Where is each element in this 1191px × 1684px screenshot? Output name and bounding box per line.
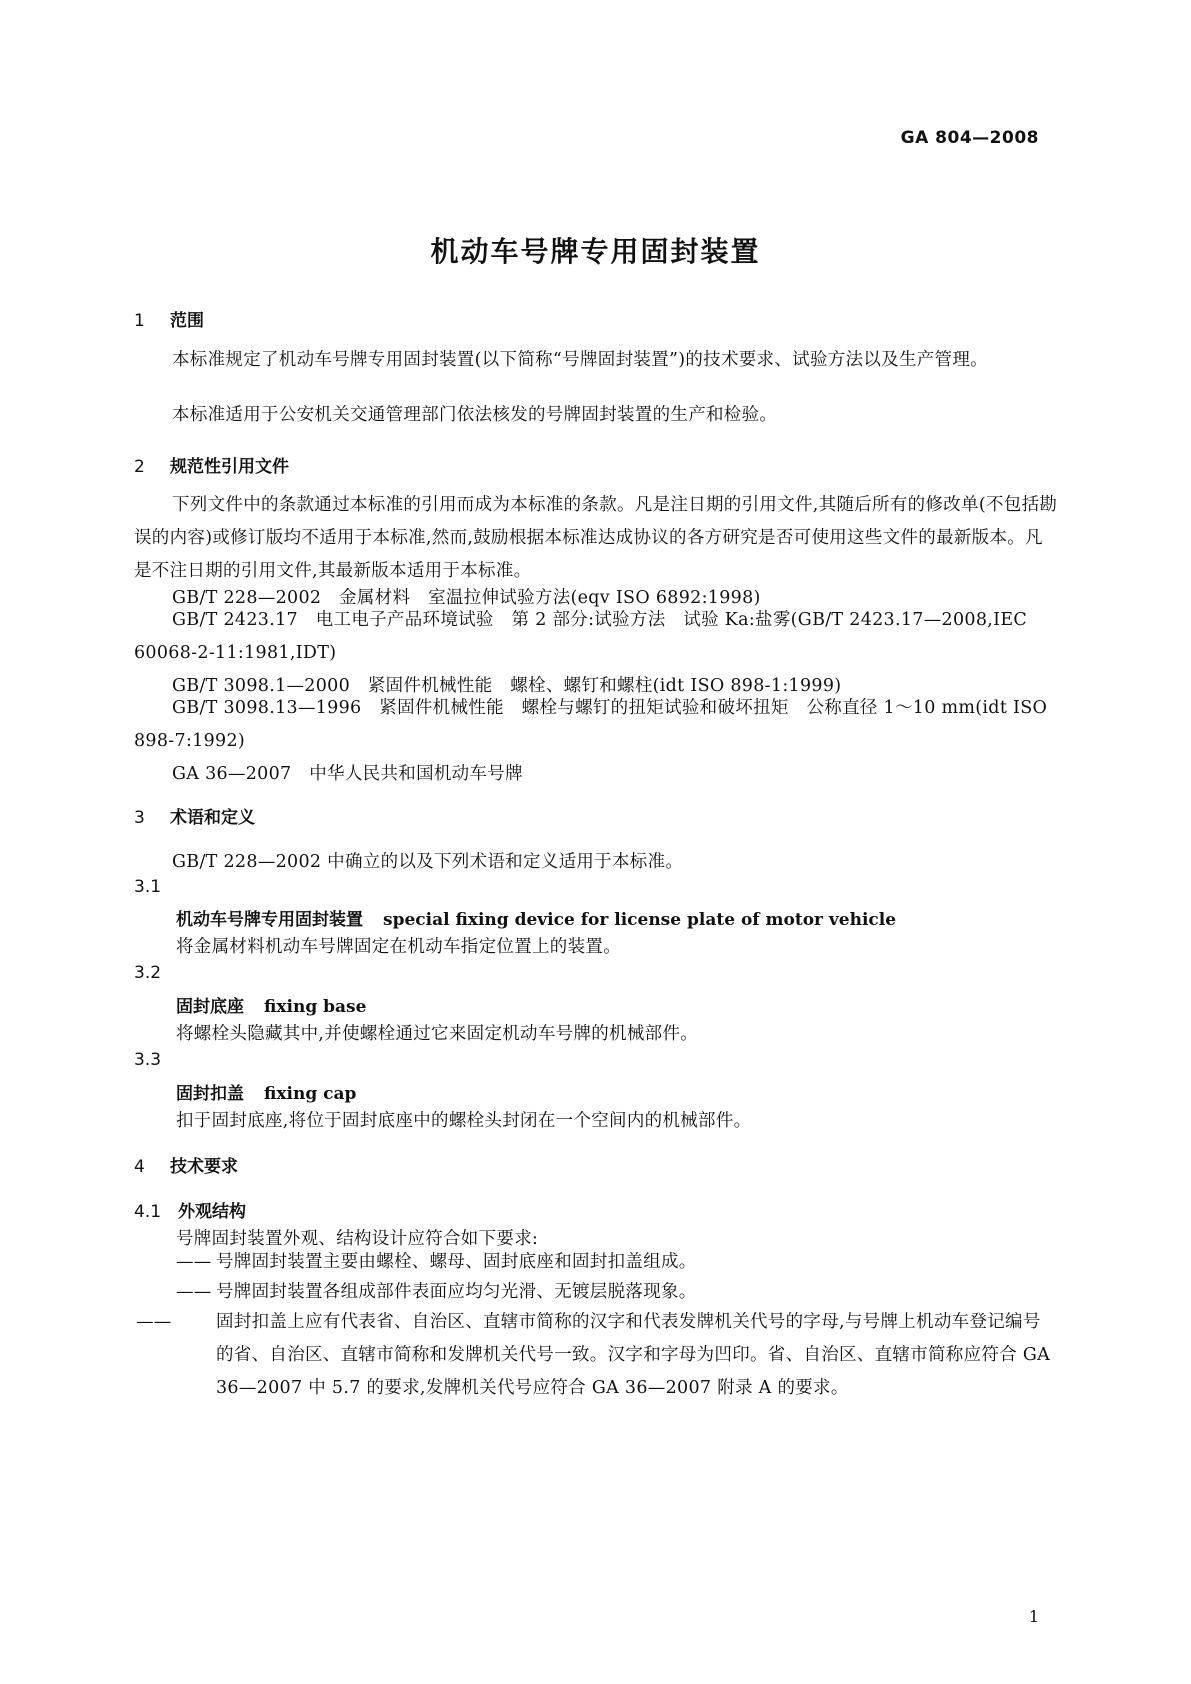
term-chinese: 固封扣盖 <box>176 1084 244 1104</box>
term-definition: 将金属材料机动车号牌固定在机动车指定位置上的装置。 <box>176 937 621 957</box>
reference-item: GB/T 228—2002 金属材料 室温拉伸试验方法(eqv ISO 6892:1998) <box>172 588 761 608</box>
section-1-paragraph-1: 本标准规定了机动车号牌专用固封装置(以下简称“号牌固封装置”)的技术要求、试验方法以及生产管理。 <box>172 350 988 370</box>
term-number: 3.1 <box>134 877 162 897</box>
section-title: 技术要求 <box>170 1157 238 1177</box>
section-1-heading <box>134 306 204 331</box>
term-english: fixing cap <box>264 1084 357 1104</box>
reference-item: GB/T 2423.17 电工电子产品环境试验 第 2 部分:试验方法 试验 Ka:盐雾(GB/T 2423.17—2008,IEC 60068-2-11:1981,IDT) <box>134 610 1028 663</box>
section-number: 2 <box>134 457 145 477</box>
term-english: special fixing device for license plate of motor vehicle <box>383 910 897 930</box>
section-title: 术语和定义 <box>170 808 255 828</box>
dash-marker: —— <box>176 1252 212 1272</box>
section-3-intro: GB/T 228—2002 中确立的以及下列术语和定义适用于本标准。 <box>172 852 684 872</box>
reference-item: GB/T 3098.1—2000 紧固件机械性能 螺栓、螺钉和螺柱(idt ISO 898-1:1999) <box>172 676 842 696</box>
term-heading <box>176 1079 356 1104</box>
term-number: 3.2 <box>134 963 162 983</box>
standard-number: GA 804—2008 <box>900 128 1039 148</box>
term-english: fixing base <box>264 997 367 1017</box>
term-heading <box>176 992 366 1017</box>
requirement-item <box>136 1306 1058 1405</box>
section-3-heading <box>134 803 255 828</box>
term-definition: 将螺栓头隐藏其中,并使螺栓通过它来固定机动车号牌的机械部件。 <box>176 1024 699 1044</box>
requirement-text: 号牌固封装置主要由螺栓、螺母、固封底座和固封扣盖组成。 <box>216 1252 697 1272</box>
term-chinese: 机动车号牌专用固封装置 <box>176 910 363 930</box>
subsection-4-1-heading <box>134 1197 246 1222</box>
dash-marker: —— <box>176 1282 212 1302</box>
subsection-title: 外观结构 <box>178 1202 246 1222</box>
section-title: 范围 <box>170 311 204 331</box>
requirement-item <box>176 1246 1058 1279</box>
subsection-number: 4.1 <box>134 1202 162 1222</box>
requirement-item <box>176 1276 1058 1309</box>
section-number: 3 <box>134 808 145 828</box>
dash-marker: —— <box>136 1312 172 1332</box>
requirement-text: 固封扣盖上应有代表省、自治区、直辖市简称的汉字和代表发牌机关代号的字母,与号牌上机动车登记编号的省、自治区、直辖市简称和发牌机关代号一致。汉字和字母为凹印。省、自治区、直辖市简称应符合 GA 36—2007 中 5.7 的要求,发牌机关代号应符合 GA 36—2007 附录 A 的要求。 <box>216 1312 1051 1398</box>
term-definition: 扣于固封底座,将位于固封底座中的螺栓头封闭在一个空间内的机械部件。 <box>176 1111 752 1131</box>
section-1-paragraph-2: 本标准适用于公安机关交通管理部门依法核发的号牌固封装置的生产和检验。 <box>172 405 778 425</box>
section-4-heading <box>134 1152 238 1177</box>
section-2-heading <box>134 452 289 477</box>
reference-item: GB/T 3098.13—1996 紧固件机械性能 螺栓与螺钉的扭矩试验和破坏扭矩 公称直径 1～10 mm(idt ISO 898-7:1992) <box>134 698 1048 751</box>
section-2-paragraph: 下列文件中的条款通过本标准的引用而成为本标准的条款。凡是注日期的引用文件,其随后所有的修改单(不包括勘误的内容)或修订版均不适用于本标准,然而,鼓励根据本标准达成协议的各方研究是否可使用这些文件的最新版本。凡是不注日期的引用文件,其最新版本适用于本标准。 <box>134 495 1058 581</box>
term-chinese: 固封底座 <box>176 997 244 1017</box>
document-title: 机动车号牌专用固封装置 <box>430 235 761 268</box>
term-heading <box>176 905 896 930</box>
reference-item: GA 36—2007 中华人民共和国机动车号牌 <box>172 764 523 784</box>
section-number: 1 <box>134 311 145 331</box>
section-number: 4 <box>134 1157 145 1177</box>
term-number: 3.3 <box>134 1050 162 1070</box>
subsection-intro: 号牌固封装置外观、结构设计应符合如下要求: <box>176 1229 539 1249</box>
requirement-text: 号牌固封装置各组成部件表面应均匀光滑、无镀层脱落现象。 <box>216 1282 697 1302</box>
page-number: 1 <box>1028 1607 1039 1626</box>
section-title: 规范性引用文件 <box>170 457 289 477</box>
